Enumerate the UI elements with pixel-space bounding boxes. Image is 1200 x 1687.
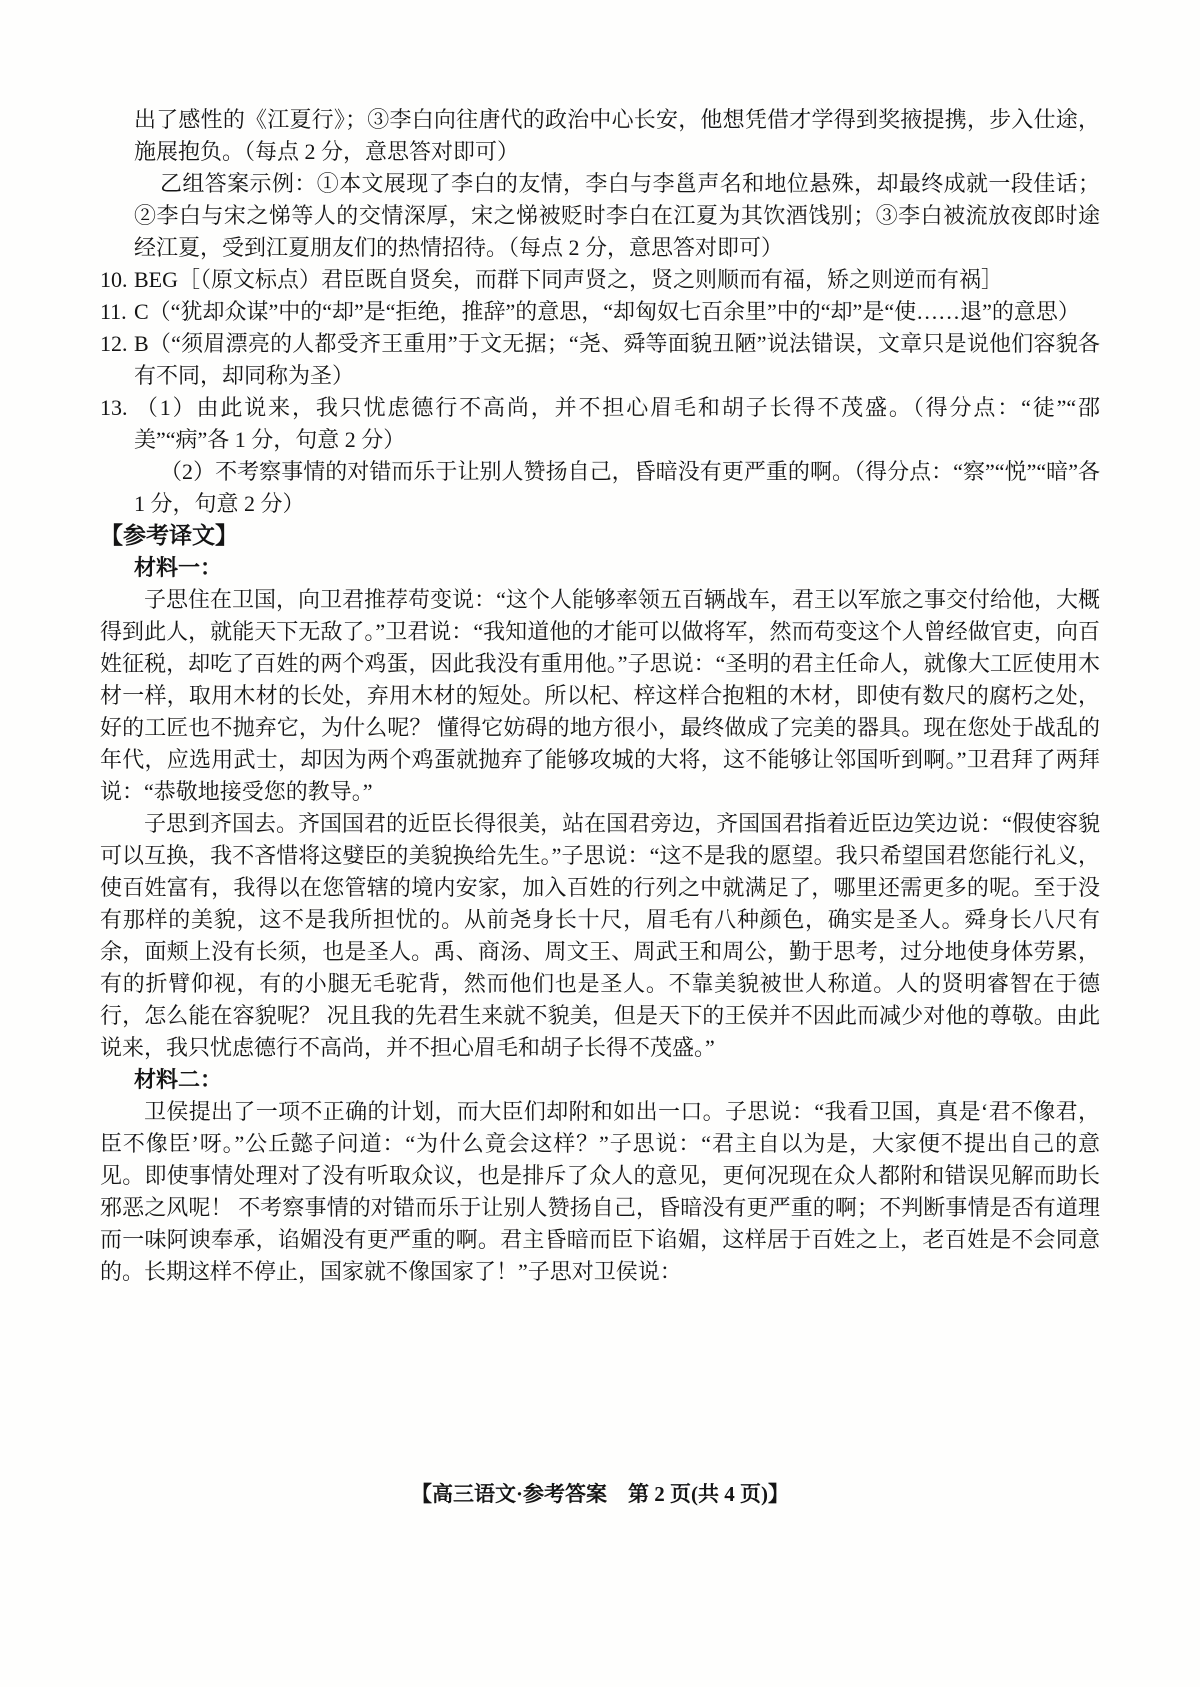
answer-item-10 xyxy=(100,264,1100,296)
answer-item-13-part1-text: （1）由此说来，我只忧虑德行不高尚，并不担心眉毛和胡子长得不茂盛。（得分点：“徒”“邵美”“病”各 1 分，句意 2 分） xyxy=(134,395,1100,452)
answer-item-12 xyxy=(100,328,1100,392)
answer-item-11-text: C（“犹却众谋”中的“却”是“拒绝，推辞”的意思，“却匈奴七百余里”中的“却”是“使……退”的意思） xyxy=(134,299,1080,324)
answer-item-13-part2: （2）不考察事情的对错而乐于让别人赞扬自己，昏暗没有更严重的啊。（得分点：“察”“悦”“暗”各 1 分，句意 2 分） xyxy=(134,459,1100,516)
page-content xyxy=(100,104,1100,1288)
answer9-group-b-example: 乙组答案示例：①本文展现了李白的友情，李白与李邕声名和地位悬殊，却最终成就一段佳话；②李白与宋之悌等人的交情深厚，宋之悌被贬时李白在江夏为其饮酒饯别；③李白被流放夜郎时途经江夏，受到江夏朋友们的热情招待。（每点 2 分，意思答对即可） xyxy=(134,171,1100,260)
answer-item-13-part1 xyxy=(100,392,1100,456)
material1-paragraph-2: 子思到齐国去。齐国国君的近臣长得很美，站在国君旁边，齐国国君指着近臣边笑边说：“假使容貌可以互换，我不吝惜将这嬖臣的美貌换给先生。”子思说：“这不是我的愿望。我只希望国君您能行礼义，使百姓富有，我得以在您管辖的境内安家，加入百姓的行列之中就满足了，哪里还需更多的呢。至于没有那样的美貌，这不是我所担忧的。从前尧身长十尺，眉毛有八种颜色，确实是圣人。舜身长八尺有余，面颊上没有长须，也是圣人。禹、商汤、周文王、周武王和周公，勤于思考，过分地使身体劳累，有的折臂仰视，有的小腿无毛驼背，然而他们也是圣人。不靠美貌被世人称道。人的贤明睿智在于德行，怎么能在容貌呢？ 况且我的先君生来就不貌美，但是天下的王侯并不因此而减少对他的尊敬。由此说来，我只忧虑德行不高尚，并不担心眉毛和胡子长得不茂盛。” xyxy=(100,811,1100,1060)
page-footer: 【高三语文·参考答案 第 2 页(共 4 页)】 xyxy=(411,1482,789,1506)
material1-paragraph-1: 子思住在卫国，向卫君推荐苟变说：“这个人能够率领五百辆战车，君王以军旅之事交付给他，大概得到此人，就能天下无敌了。”卫君说：“我知道他的才能可以做将军，然而苟变这个人曾经做官吏，向百姓征税，却吃了百姓的两个鸡蛋，因此我没有重用他。”子思说：“圣明的君主任命人，就像大工匠使用木材一样，取用木材的长处，弃用木材的短处。所以杞、梓这样合抱粗的木材，即使有数尺的腐朽之处，好的工匠也不抛弃它，为什么呢？ 懂得它妨碍的地方很小，最终做成了完美的器具。现在您处于战乱的年代，应选用武士，却因为两个鸡蛋就抛弃了能够攻城的大将，这不能够让邻国听到啊。”卫君拜了两拜说：“恭敬地接受您的教导。” xyxy=(100,587,1100,804)
answer-item-10-text: BEG［（原文标点）君臣既自贤矣，而群下同声贤之，贤之则顺而有福，矫之则逆而有祸］ xyxy=(134,267,1004,292)
answer-item-13-number: 13. xyxy=(100,395,128,420)
answer9-continuation: 出了感性的《江夏行》；③李白向往唐代的政治中心长安，他想凭借才学得到奖掖提携，步入仕途，施展抱负。（每点 2 分，意思答对即可） xyxy=(134,107,1100,164)
answer-item-11 xyxy=(100,296,1100,328)
material1-title: 材料一： xyxy=(134,555,223,580)
answer-item-10-number: 10. xyxy=(100,267,128,292)
answer-item-12-number: 12. xyxy=(100,331,128,356)
material2-paragraph-1: 卫侯提出了一项不正确的计划，而大臣们却附和如出一口。子思说：“我看卫国，真是‘君不像君，臣不像臣’呀。”公丘懿子问道：“为什么竟会这样？”子思说：“君主自以为是，大家便不提出自己的意见。即使事情处理对了没有听取众议，也是排斥了众人的意见，更何况现在众人都附和错误见解而助长邪恶之风呢！ 不考察事情的对错而乐于让别人赞扬自己，昏暗没有更严重的啊；不判断事情是否有道理而一味阿谀奉承，谄媚没有更严重的啊。君主昏暗而臣下谄媚，这样居于百姓之上，老百姓是不会同意的。长期这样不停止，国家就不像国家了！”子思对卫侯说： xyxy=(100,1099,1100,1284)
reference-translation-header: 【参考译文】 xyxy=(100,523,238,548)
answer-item-11-number: 11. xyxy=(100,299,127,324)
answer-item-12-text: B（“须眉漂亮的人都受齐王重用”于文无据；“尧、舜等面貌丑陋”说法错误，文章只是说他们容貌各有不同，却同称为圣） xyxy=(134,331,1100,388)
material2-title: 材料二： xyxy=(134,1067,223,1092)
